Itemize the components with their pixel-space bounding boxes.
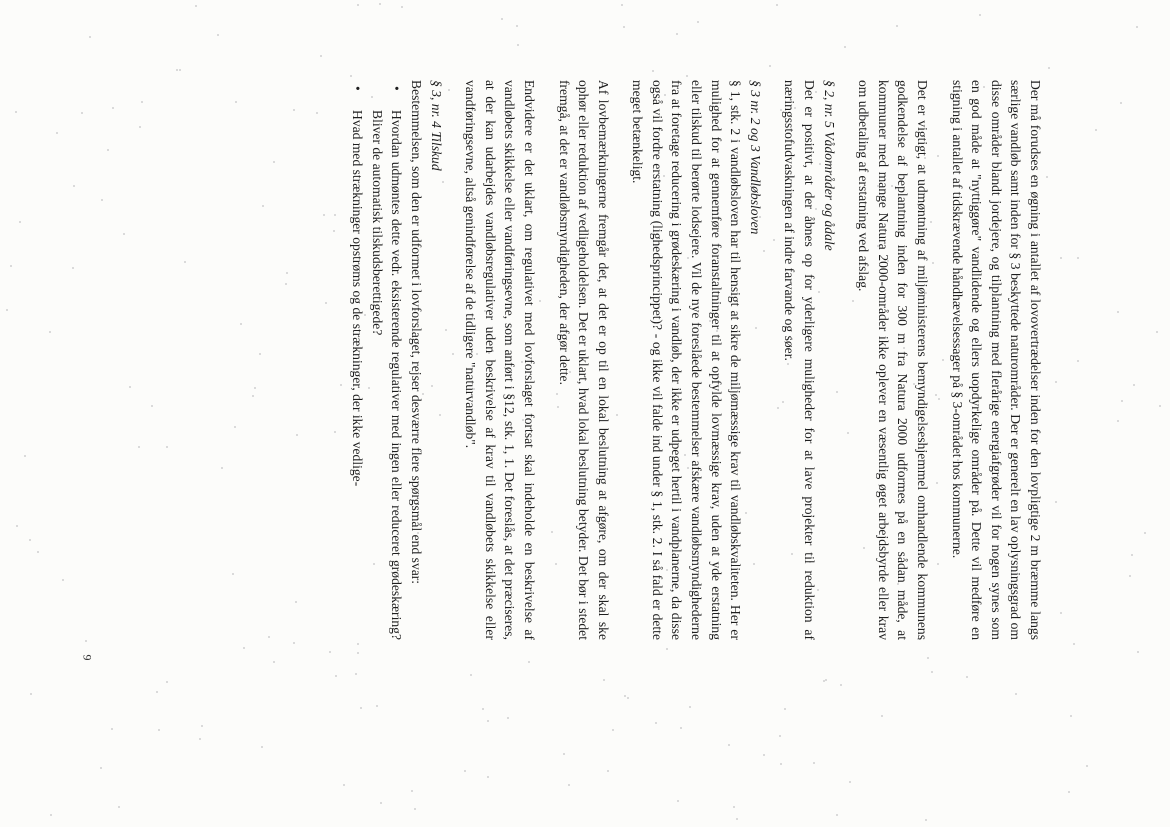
- speck: [81, 112, 83, 114]
- paragraph: Det er vigtigt, at udmøntning af miljøministerens bemyndigelseshjemmel omhandlende kommunens godkendelse af beplantning inden for 300 m fra Natura 2000 udformes på en sådan måde, at kommuner med mange Natura 2000-områder ikke oplever en væsentlig øget arbejdsbyrde eller krav om udbetaling af erstatning ved afslag.: [856, 80, 931, 640]
- speck: [603, 679, 605, 681]
- speck: [1048, 67, 1050, 69]
- speck: [357, 643, 359, 645]
- speck: [100, 767, 102, 769]
- speck: [733, 806, 735, 808]
- speck: [763, 754, 765, 756]
- speck: [507, 717, 509, 719]
- speck: [1131, 554, 1133, 556]
- speck: [849, 781, 851, 783]
- speck: [517, 44, 519, 46]
- speck: [677, 800, 679, 802]
- speck: [881, 715, 883, 717]
- speck: [728, 744, 730, 746]
- speck: [686, 75, 688, 77]
- speck: [1095, 129, 1097, 131]
- speck: [1156, 331, 1158, 333]
- speck: [123, 233, 125, 235]
- speck: [195, 5, 197, 7]
- speck: [138, 446, 140, 448]
- speck: [261, 746, 263, 748]
- speck: [29, 539, 31, 541]
- speck: [464, 770, 466, 772]
- speck: [813, 762, 815, 764]
- speck: [624, 695, 626, 697]
- speck: [1060, 612, 1062, 614]
- section-heading: § 3, nr. 4 Tilskud: [428, 80, 444, 171]
- speck: [652, 70, 654, 72]
- speck: [736, 818, 738, 820]
- speck: [199, 738, 201, 740]
- speck: [1117, 311, 1119, 313]
- speck: [357, 4, 359, 6]
- speck: [1133, 384, 1135, 386]
- speck: [1060, 257, 1062, 259]
- speck: [1121, 400, 1123, 402]
- speck: [62, 579, 64, 581]
- list-item: • Hvad med strækninger opstrøms og de strækninger, der ikke vedlige-: [348, 104, 368, 640]
- speck: [401, 6, 403, 8]
- speck: [1159, 405, 1161, 407]
- speck: [129, 386, 131, 388]
- speck: [621, 4, 623, 6]
- speck: [979, 14, 981, 16]
- page-number: 9: [80, 654, 95, 661]
- speck: [85, 640, 87, 642]
- speck: [16, 525, 18, 527]
- speck: [411, 790, 413, 792]
- speck: [1077, 257, 1079, 259]
- speck: [73, 185, 75, 187]
- speck: [166, 681, 168, 683]
- speck: [72, 267, 74, 269]
- speck: [156, 691, 158, 693]
- speck: [1055, 381, 1057, 383]
- speck: [780, 763, 782, 765]
- speck: [30, 693, 32, 695]
- speck: [1068, 791, 1070, 793]
- speck: [607, 770, 609, 772]
- speck: [360, 707, 362, 709]
- speck: [568, 784, 570, 786]
- speck: [1055, 501, 1057, 503]
- speck: [689, 706, 691, 708]
- speck: [825, 679, 827, 681]
- speck: [37, 551, 39, 553]
- speck: [1129, 575, 1131, 577]
- speck: [376, 705, 378, 707]
- speck: [335, 675, 337, 677]
- speck: [10, 265, 12, 267]
- speck: [1086, 765, 1088, 767]
- paragraph: Af lovbemærkningerne fremgår det, at det er op til en lokal beslutning at afgøre, om der skal ske ophør eller reduktion af vedligeholdelsen. Det er uklart, hvad lokal beslutning betyder. Det bør i stedet fremgå, at det er vandløbsmyndigheden, der afgør dette.: [556, 80, 611, 640]
- speck: [931, 671, 933, 673]
- speck: [50, 814, 52, 816]
- speck: [158, 729, 160, 731]
- document-body: [145, 80, 1045, 640]
- speck: [1120, 102, 1122, 104]
- speck: [840, 684, 842, 686]
- speck: [139, 126, 141, 128]
- speck: [1077, 360, 1079, 362]
- speck: [925, 819, 927, 821]
- paragraph: Endvidere er det uklart, om regulativet med lovforslaget fortsat skal indeholde en beskrivelse af vandløbets skikkelse eller vandføringsevne, som anført i §12, stk. 1, 1. Det foreslås, at det præciseres, at der kan udarbejdes vandløbsregulativer uden beskrivelse af krav til vandløbets skikkelse eller vandføringsevne, altså genindførelse af de tidligere "naturvandløb".: [463, 80, 537, 640]
- paragraph: Det er positivt, at der åbnes op for yderligere muligheder for at lave projekter til reduktion af næringsstofudvaskningen af indre farvande og søer.: [782, 80, 818, 640]
- speck: [101, 199, 103, 201]
- speck: [655, 722, 657, 724]
- speck: [379, 3, 381, 5]
- speck: [966, 676, 968, 678]
- speck: [623, 26, 625, 28]
- speck: [293, 642, 295, 644]
- speck: [6, 309, 8, 311]
- speck: [176, 69, 178, 71]
- speck: [141, 101, 143, 103]
- paragraph: § 1, stk. 2 i vandløbsloven har til hensigt at sikre de miljømæssige krav til vandløbskvaliteten. Her er mulighed for at gennemføre foranstaltninger til at opfylde lovmæssige krav, uden at yde erstatning eller tilskud til berørte lodsejere. Vil de nye foreslåede bestemmelser afskære vandløbsmyndighederne fra at foretage reducering i grødeskæring i vandløb, der ikke er udpeget hertil i vandplanerne, da disse også vil fordre erstatning (lighedsprincippet)? - og ikke vil falde ind under § 1, stk. 2. I så fald er dette meget betænkeligt.: [630, 80, 744, 640]
- list-item: • Hvordan udmøntes dette vedr. eksisterende regulativer med ingen eller reduceret grødeskæring? Bliver de automatisk tilskudsberettigede?: [367, 104, 406, 640]
- speck: [380, 802, 382, 804]
- speck: [927, 657, 929, 659]
- speck: [201, 725, 203, 727]
- speck: [56, 132, 58, 134]
- speck: [1137, 651, 1139, 653]
- speck: [89, 36, 91, 38]
- speck: [111, 728, 113, 730]
- speck: [470, 674, 472, 676]
- speck: [1117, 420, 1119, 422]
- speck: [1073, 643, 1075, 645]
- speck: [107, 149, 109, 151]
- speck: [844, 46, 846, 48]
- speck: [217, 34, 219, 36]
- speck: [676, 33, 678, 35]
- speck: [487, 720, 489, 722]
- speck: [243, 647, 245, 649]
- section-heading: § 2, nr. 5 Vådområder og ådale: [821, 80, 837, 251]
- speck: [355, 673, 357, 675]
- speck: [1070, 715, 1072, 717]
- paragraph: Bestemmelsen, som den er udformet i lovforslaget, rejser desværre flere spørgsmål end svar:: [408, 80, 424, 585]
- speck: [612, 729, 614, 731]
- speck: [487, 776, 489, 778]
- speck: [528, 661, 530, 663]
- speck: [414, 808, 416, 810]
- speck: [1015, 693, 1017, 695]
- speck: [563, 753, 565, 755]
- speck: [343, 784, 345, 786]
- speck: [501, 18, 503, 20]
- speck: [896, 25, 898, 27]
- speck: [680, 727, 682, 729]
- speck: [697, 21, 699, 23]
- speck: [118, 806, 120, 808]
- speck: [1144, 532, 1146, 534]
- speck: [24, 455, 26, 457]
- speck: [19, 221, 21, 223]
- speck: [49, 331, 51, 333]
- speck: [179, 69, 181, 71]
- speck: [836, 814, 838, 816]
- speck: [357, 652, 359, 654]
- paragraph: Der må forudses en øgning i antallet af lovovertrædelser inden for den lovpligtige 2 m bræmme langs særlige vandløb samt inden for § 3 beskyttede naturområder. Der er generelt en lav oplysningsgrad om disse områder blandt jordejere, og tilplantning med flerårige energiafgrøder vil for nogen synes som en god måde at "nyttiggøre" vandlidende og ellers uopdyrkelige områder på. Dette vil medføre en stigning i antallet af tidskrævende håndhævelsessager på § 3-området hos kommunerne.: [949, 80, 1043, 640]
- speck: [320, 55, 322, 57]
- speck: [779, 735, 781, 737]
- speck: [776, 4, 778, 6]
- speck: [482, 708, 484, 710]
- speck: [627, 697, 629, 699]
- speck: [1046, 176, 1048, 178]
- speck: [273, 661, 275, 663]
- speck: [350, 75, 352, 77]
- speck: [112, 107, 114, 109]
- section-heading: § 3 nr. 2 og 3 Vandløbsloven: [747, 80, 763, 235]
- speck: [784, 708, 786, 710]
- speck: [329, 651, 331, 653]
- speck: [1136, 26, 1138, 28]
- speck: [769, 65, 771, 67]
- speck: [516, 25, 518, 27]
- bullet-list: [348, 80, 407, 640]
- speck: [666, 648, 668, 650]
- speck: [15, 111, 17, 113]
